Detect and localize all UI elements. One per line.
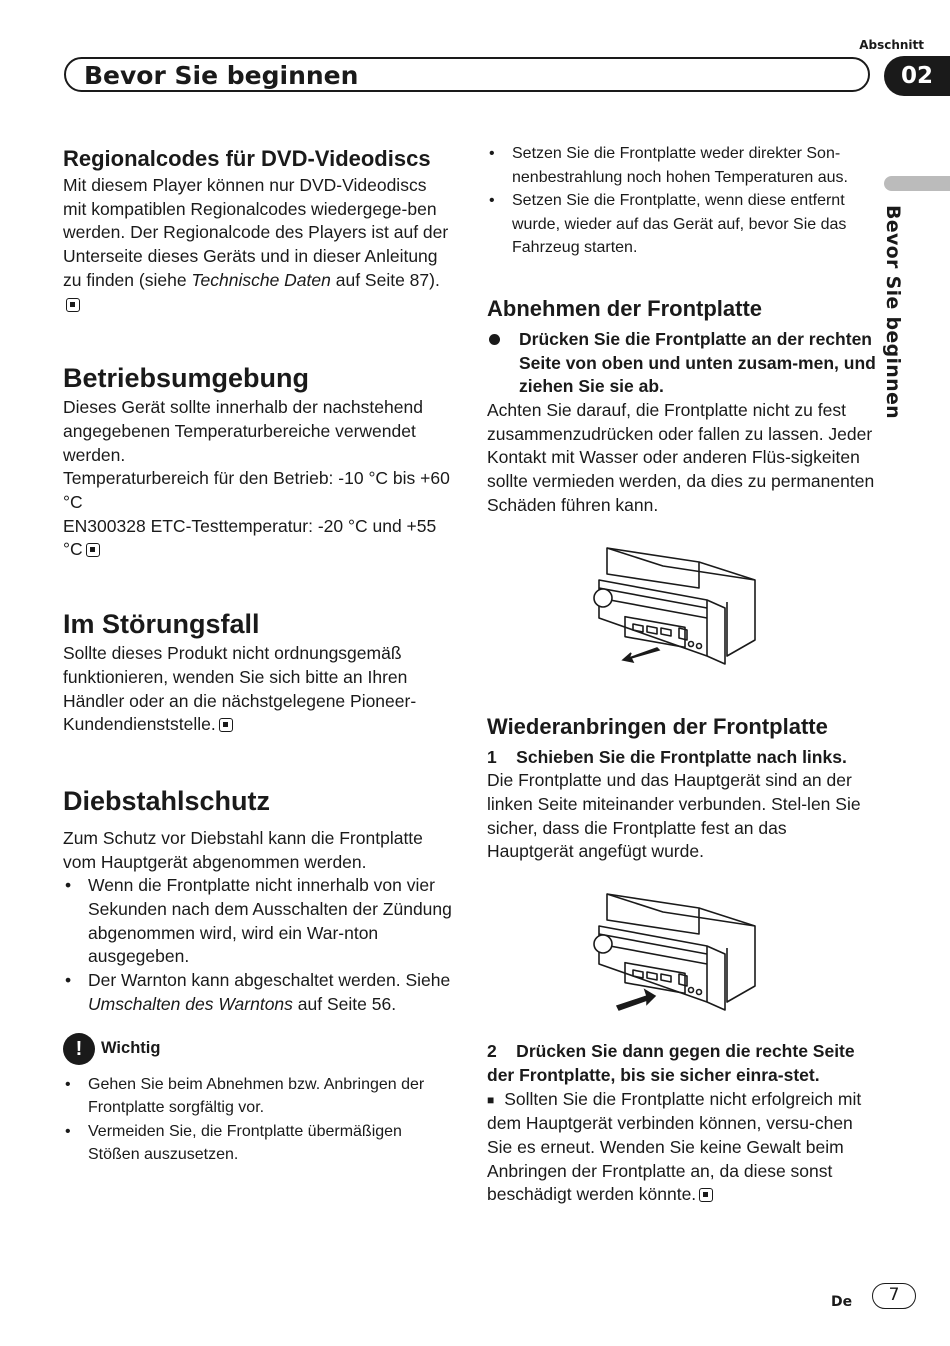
list-item bbox=[63, 969, 453, 1016]
remove-instruction: Drücken Sie die Frontplatte an der rechten Seite von oben und unten zusam-men, und ziehen Sie sie ab. bbox=[487, 328, 877, 399]
env-text-1: Dieses Gerät sollte innerhalb der nachstehend angegebenen Temperaturbereiche verwendet werden. bbox=[63, 397, 423, 465]
theft-intro: Zum Schutz vor Diebstahl kann die Frontplatte vom Hauptgerät abgenommen werden. bbox=[63, 827, 423, 872]
important-bullets bbox=[63, 1073, 453, 1167]
attach-frontplate-illustration bbox=[587, 886, 767, 1016]
attach-step-1: 1 Schieben Sie die Frontplatte nach links. bbox=[487, 746, 847, 767]
theft-heading: Diebstahlschutz bbox=[63, 785, 271, 816]
page-number: 7 bbox=[872, 1283, 916, 1309]
attach-step-2: 2 Drücken Sie dann gegen die rechte Seite der Frontplatte, bis sie sicher einra-stet. bbox=[487, 1041, 860, 1085]
end-mark-icon bbox=[699, 1188, 713, 1202]
end-mark-icon bbox=[86, 543, 100, 557]
warning-icon: ! bbox=[63, 1033, 95, 1065]
section-label: Abschnitt bbox=[859, 38, 924, 52]
list-item: • Vermeiden Sie, die Frontplatte übermäßigen Stößen auszusetzen. bbox=[63, 1120, 453, 1167]
frontplate-care-bullets bbox=[487, 142, 877, 260]
side-section-label: Bevor Sie beginnen bbox=[882, 205, 904, 419]
theft-bullet2-a: Der Warnton kann abgeschaltet werden. Siehe bbox=[88, 970, 451, 991]
remove-frontplate-illustration bbox=[587, 540, 767, 670]
fault-text-content: Sollte dieses Produkt nicht ordnungsgemäß funktionieren, wenden Sie sich bitte an Ihren Händler oder an die nächstgelegene Pioneer-Kundendienststelle. bbox=[63, 643, 417, 735]
env-text-2: Temperaturbereich für den Betrieb: -10 °C bis +60 °C bbox=[63, 468, 450, 513]
list-item: • Setzen Sie die Frontplatte weder direkter Son-nenbestrahlung noch hohen Temperaturen aus. bbox=[487, 142, 877, 189]
remove-text: Achten Sie darauf, die Frontplatte nicht zu fest zusammenzudrücken oder fallen zu lassen. Jeder Kontakt mit Wasser oder anderen Flüs-sigkeiten sollte vermieden werden, da dies zu permanenten Schäden führen kann. bbox=[487, 400, 875, 515]
header-bar bbox=[64, 57, 870, 92]
attach-note-content: Sollten Sie die Frontplatte nicht erfolgreich mit dem Hauptgerät verbinden können, versu-chen Sie es erneut. Wenden Sie keine Gewalt beim Anbringen der Frontplatte an, da diese sonst beschädigt werden könnte. bbox=[487, 1088, 862, 1205]
page-title: Bevor Sie beginnen bbox=[84, 61, 359, 90]
end-mark-icon bbox=[66, 298, 80, 312]
list-item: • Wenn die Frontplatte nicht innerhalb von vier Sekunden nach dem Ausschalten der Zündung abgenommen wird, wird ein War-nton ausgegeben. bbox=[63, 874, 453, 969]
theft-bullet2-italic: Umschalten des Warntons bbox=[88, 993, 293, 1014]
language-code: De bbox=[831, 1294, 853, 1310]
env-text-3 bbox=[63, 515, 453, 562]
region-text bbox=[63, 174, 453, 316]
region-heading: Regionalcodes für DVD-Videodiscs bbox=[63, 146, 431, 171]
remove-heading: Abnehmen der Frontplatte bbox=[487, 295, 763, 321]
end-mark-icon bbox=[219, 718, 233, 732]
region-text-italic: Technische Daten bbox=[191, 269, 331, 290]
fault-heading: Im Störungsfall bbox=[63, 609, 260, 640]
section-number-badge: 02 bbox=[884, 56, 950, 96]
attach-note bbox=[487, 1088, 877, 1208]
list-item: • Gehen Sie beim Abnehmen bzw. Anbringen der Frontplatte sorgfältig vor. bbox=[63, 1073, 453, 1120]
env-heading: Betriebsumgebung bbox=[63, 363, 310, 394]
important-label: Wichtig bbox=[101, 1038, 161, 1057]
important-box bbox=[63, 1033, 453, 1065]
right-column bbox=[487, 140, 877, 1207]
fault-text bbox=[63, 642, 453, 737]
theft-bullet2-b: auf Seite 56. bbox=[292, 993, 397, 1014]
attach-step-1-text: Die Frontplatte und das Hauptgerät sind an der linken Seite miteinander verbunden. Stel-len Sie sicher, dass die Frontplatte fest an das Hauptgerät angefügt wurde. bbox=[487, 770, 861, 862]
env-text-3-content: EN300328 ETC-Testtemperatur: -20 °C und +55 °C bbox=[63, 515, 437, 560]
theft-bullets bbox=[63, 874, 453, 1016]
region-text-b: auf Seite 87). bbox=[330, 269, 440, 290]
region-text-a: Mit diesem Player können nur DVD-Videodiscs mit kompatiblen Regionalcodes wiedergege-ben werden. Der Regionalcode des Players ist auf der Unterseite dieses Geräts und in dieser Anleitung zu finden (siehe bbox=[63, 175, 449, 290]
attach-heading: Wiederanbringen der Frontplatte bbox=[487, 713, 828, 739]
side-tab-marker bbox=[884, 176, 950, 191]
left-column bbox=[63, 140, 453, 1167]
list-item: • Setzen Sie die Frontplatte, wenn diese entfernt wurde, wieder auf das Gerät auf, bevor Sie das Fahrzeug starten. bbox=[487, 189, 877, 260]
